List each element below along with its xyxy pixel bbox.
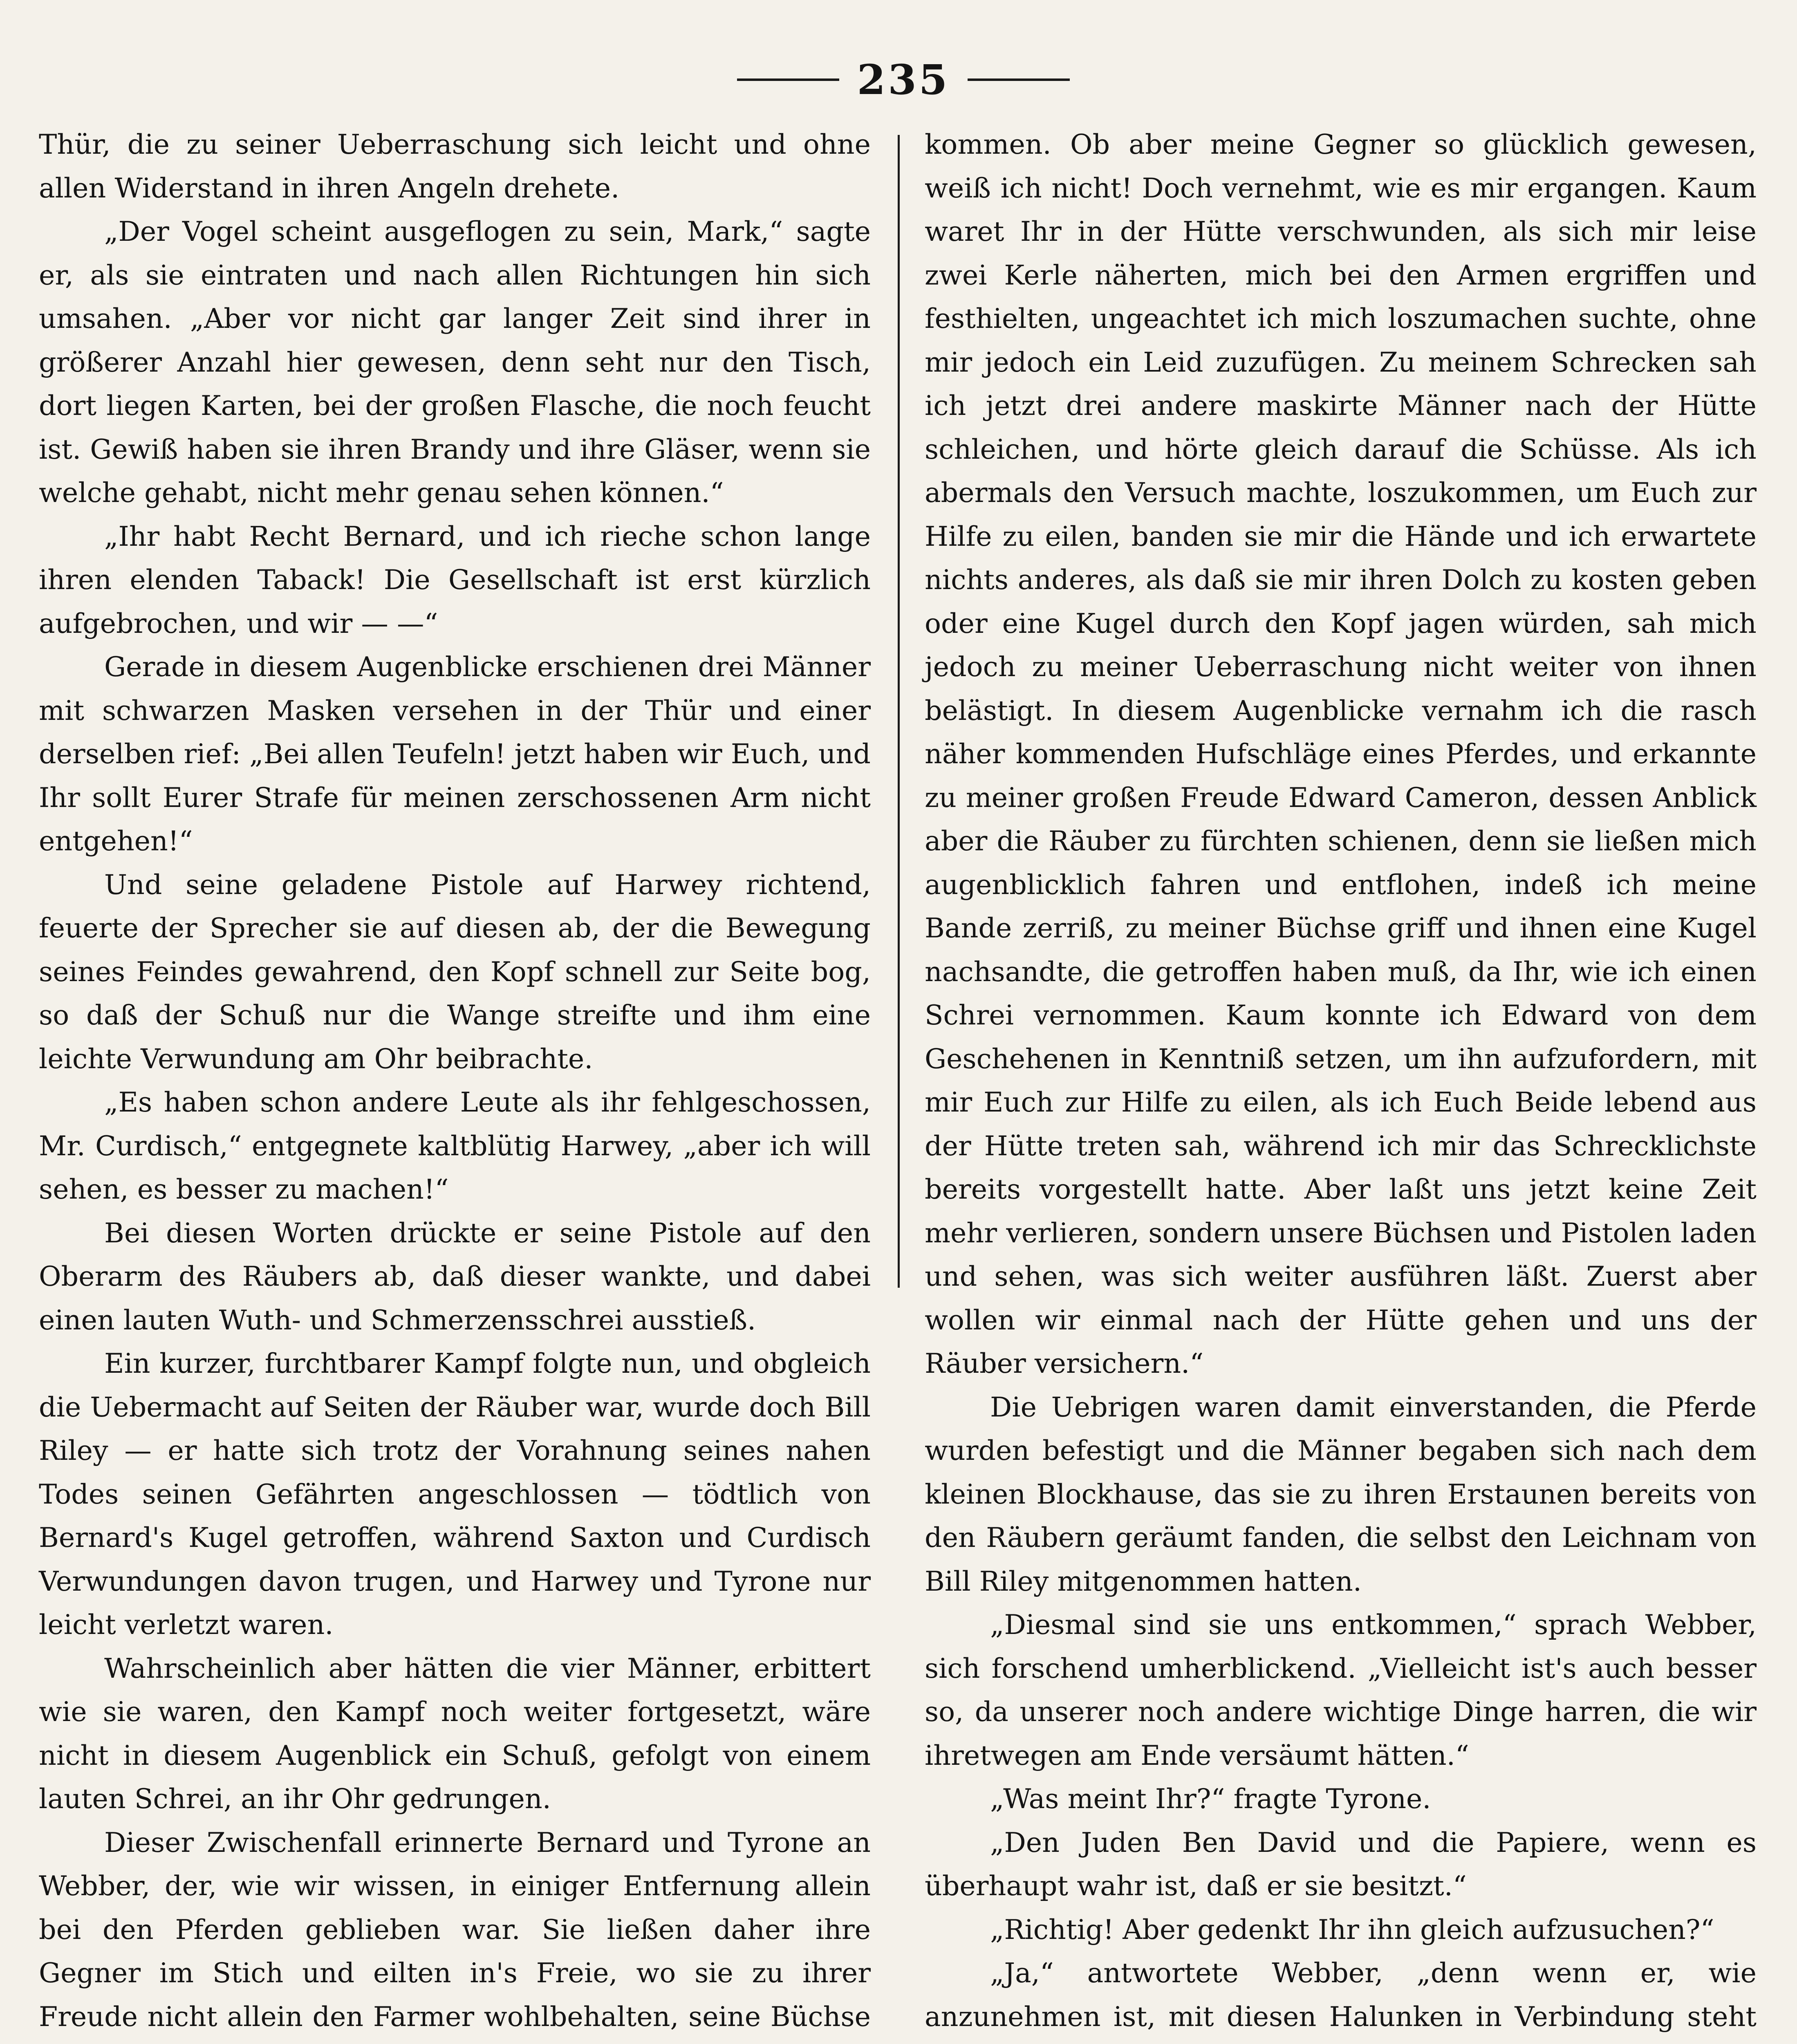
paragraph: Die Uebrigen waren damit einverstanden, die Pferde wurden befestigt und die Männer begaben sich nach dem kleinen Blockhause, das sie zu ihren Erstaunen bereits von den Räubern geräumt fanden, die selbst den Leichnam von Bill Riley mitgenommen hatten. [925,1391,1757,1597]
paragraph: Bei diesen Worten drückte er seine Pistole auf den Oberarm des Räubers ab, daß dieser wankte, und dabei einen lauten Wuth- und Schmerzensschrei ausstieß. [39,1217,871,1336]
paragraph: „Es haben schon andere Leute als ihr fehlgeschossen, Mr. Curdisch,“ entgegnete kaltblütig Harwey, „aber ich will sehen, es besser zu machen!“ [39,1086,871,1205]
paragraph: Gerade in diesem Augenblicke erschienen drei Männer mit schwarzen Masken versehen in der Thür und einer derselben rief: „Bei allen Teufeln! jetzt haben wir Euch, und Ihr sollt Eurer Strafe für meinen zerschossenen Arm nicht entgehen!“ [39,651,871,857]
paragraph: „Ihr habt Recht Bernard, und ich rieche schon lange ihren elenden Taback! Die Gesellschaft ist erst kürzlich aufgebrochen, und wir — —“ [39,520,871,639]
paragraph: „Den Juden Ben David und die Papiere, wenn es überhaupt wahr ist, daß er sie besitzt.“ [925,1826,1757,1902]
column-divider [898,135,900,1288]
left-column [39,123,871,2044]
paragraph: Thür, die zu seiner Ueberraschung sich leicht und ohne allen Widerstand in ihren Angeln drehete. [39,128,871,204]
paragraph: Wahrscheinlich aber hätten die vier Männer, erbittert wie sie waren, den Kampf noch weiter fortgesetzt, wäre nicht in diesem Augenblick ein Schuß, gefolgt von einem lauten Schrei, an ihr Ohr gedrungen. [39,1652,871,1815]
header-rule-right [968,78,1070,81]
page-number: 235 [857,56,950,104]
paragraph: „Ja,“ antwortete Webber, „denn wenn er, wie anzunehmen ist, mit diesen Halunken in Verbindung steht [925,1957,1757,2033]
page-header [695,57,1112,102]
paragraph: „Richtig! Aber gedenkt Ihr ihn gleich aufzusuchen?“ [990,1913,1714,1945]
paragraph: „Diesmal sind sie uns entkommen,“ sprach Webber, sich forschend umherblickend. „Vielleicht ist's auch besser so, da unserer noch andere wichtige Dinge harren, die wir ihretwegen am Ende versäumt hätten.“ [925,1609,1757,1771]
header-rule-left [737,78,839,81]
right-column [925,123,1757,2044]
paragraph: kommen. Ob aber meine Gegner so glücklich gewesen, weiß ich nicht! Doch vernehmt, wie es mir ergangen. Kaum waret Ihr in der Hütte verschwunden, als sich mir leise zwei Kerle näherten, mich bei den Armen ergriffen und festhielten, ungeachtet ich mich loszumachen suchte, ohne mir jedoch ein Leid zuzufügen. Zu meinem Schrecken sah ich jetzt drei andere maskirte Männer nach der Hütte schleichen, und hörte gleich darauf die Schüsse. Als ich abermals den Versuch machte, loszukommen, um Euch zur Hilfe zu eilen, banden sie mir die Hände und ich erwartete nichts anderes, als daß sie mir ihren Dolch zu kosten geben oder eine Kugel durch den Kopf jagen würden, sah mich jedoch zu meiner Ueberraschung nicht weiter von ihnen belästigt. In diesem Augenblicke vernahm ich die rasch näher kommenden Hufschläge eines Pferdes, und erkannte zu meiner großen Freude Edward Cameron, dessen Anblick aber die Räuber zu fürchten schienen, denn sie ließen mich augenblicklich fahren und entflohen, indeß ich meine Bande zerriß, zu meiner Büchse griff und ihnen eine Kugel nachsandte, die getroffen haben muß, da Ihr, wie ich einen Schrei vernommen. Kaum konnte ich Edward von dem Geschehenen in Kenntniß setzen, um ihn aufzufordern, mit mir Euch zur Hilfe zu eilen, als ich Euch Beide lebend aus der Hütte treten sah, während ich mir das Schrecklichste bereits vorgestellt hatte. Aber laßt uns jetzt keine Zeit mehr verlieren, sondern unsere Büchsen und Pistolen laden und sehen, was sich weiter ausführen läßt. Zuerst aber wollen wir einmal nach der Hütte gehen und uns der Räuber versichern.“ [925,128,1757,1379]
paragraph: Und seine geladene Pistole auf Harwey richtend, feuerte der Sprecher sie auf diesen ab, der die Bewegung seines Feindes gewahrend, den Kopf schnell zur Seite bog, so daß der Schuß nur die Wange streifte und ihm eine leichte Verwundung am Ohr beibrachte. [39,868,871,1075]
paragraph: „Der Vogel scheint ausgeflogen zu sein, Mark,“ sagte er, als sie eintraten und nach allen Richtungen hin sich umsahen. „Aber vor nicht gar langer Zeit sind ihrer in größerer Anzahl hier gewesen, denn seht nur den Tisch, dort liegen Karten, bei der großen Flasche, die noch feucht ist. Gewiß haben sie ihren Brandy und ihre Gläser, wenn sie welche gehabt, nicht mehr genau sehen können.“ [39,215,871,509]
paragraph: Ein kurzer, furchtbarer Kampf folgte nun, und obgleich die Uebermacht auf Seiten der Räuber war, wurde doch Bill Riley — er hatte sich trotz der Vorahnung seines nahen Todes seinen Gefährten angeschlossen — tödtlich von Bernard's Kugel getroffen, während Saxton und Curdisch Verwundungen davon trugen, und Harwey und Tyrone nur leicht verletzt waren. [39,1347,871,1641]
paragraph: „Was meint Ihr?“ fragte Tyrone. [990,1783,1431,1815]
paragraph: Dieser Zwischenfall erinnerte Bernard und Tyrone an Webber, der, wie wir wissen, in einiger Entfernung allein bei den Pferden geblieben war. Sie ließen daher ihre Gegner im Stich und eilten in's Freie, wo sie zu ihrer Freude nicht allein den Farmer wohlbehalten, seine Büchse [39,1826,871,2033]
